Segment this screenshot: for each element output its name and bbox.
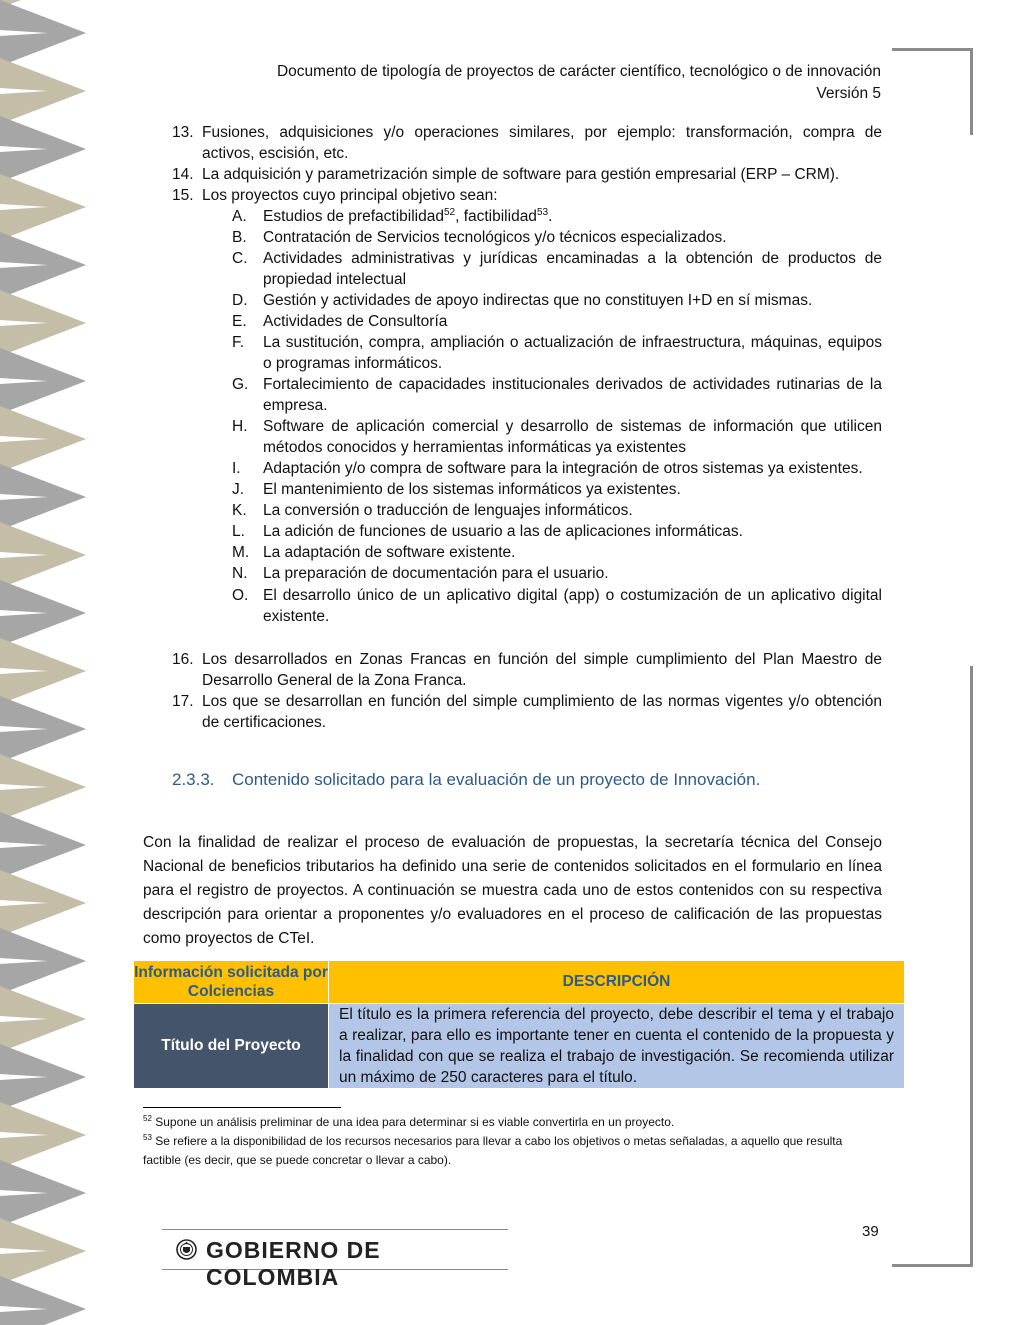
sub-letter: M. <box>232 544 250 561</box>
sub-item-text: , factibilidad <box>455 208 537 225</box>
sub-item-a <box>263 206 882 227</box>
document-header <box>277 61 881 105</box>
table-row-description: El título es la primera referencia del proyecto, debe describir el tema y el trabajo a realizar, para ello es importante tener en cuenta el contenido de la propuesta y la finalidad con que se realiza el trabajo de investigación. Se recomienda utilizar un máximo de 250 caracteres para el título. <box>329 1004 905 1089</box>
sub-item: Gestión y actividades de apoyo indirectas que no constituyen I+D en sí mismas. <box>263 292 813 309</box>
sub-item: El mantenimiento de los sistemas informáticos ya existentes. <box>263 481 681 498</box>
sub-letter: A. <box>232 208 247 225</box>
list-number: 13. <box>172 124 194 141</box>
sub-letter: G. <box>232 376 249 393</box>
sub-letter: L. <box>232 523 245 540</box>
footer-government-name: GOBIERNO DE COLOMBIA <box>206 1237 381 1290</box>
sub-item-text: . <box>548 208 553 225</box>
sub-item: Actividades administrativas y jurídicas encaminadas a la obtención de productos de propiedad intelectual <box>263 250 882 288</box>
sub-letter: D. <box>232 292 248 309</box>
list-number: 16. <box>172 651 194 668</box>
table-header-info: Información solicitada por Colciencias <box>134 961 329 1004</box>
page-number: 39 <box>862 1223 879 1240</box>
header-version: Versión 5 <box>816 85 881 102</box>
sub-letter: B. <box>232 229 247 246</box>
content-table <box>134 961 904 1088</box>
sub-item: La adición de funciones de usuario a las de aplicaciones informáticas. <box>263 523 743 540</box>
footnote-separator <box>143 1107 341 1108</box>
sub-letter: H. <box>232 418 248 435</box>
list-item: Los desarrollados en Zonas Francas en función del simple cumplimiento del Plan Maestro de Desarrollo General de la Zona Franca. <box>202 651 882 689</box>
sub-letter: O. <box>232 587 249 604</box>
header-title: Documento de tipología de proyectos de carácter científico, tecnológico o de innovación <box>276 63 881 80</box>
colombia-coat-of-arms-icon <box>176 1239 197 1260</box>
footnote-ref-52[interactable]: 52 <box>443 206 456 218</box>
sub-item: Fortalecimiento de capacidades institucionales derivados de actividades rutinarias de la empresa. <box>263 376 882 414</box>
page-frame-bottom-corner <box>892 666 973 1267</box>
sub-letter: E. <box>232 313 247 330</box>
sub-letter: F. <box>232 334 245 351</box>
list-number: 14. <box>172 166 194 183</box>
section-title: Contenido solicitado para la evaluación de un proyecto de Innovación. <box>232 770 761 789</box>
footnote-text: Se refiere a la disponibilidad de los recursos necesarios para llevar a cabo los objetivos o metas señaladas, a aquello que resulta factible (es decir, que se puede concretar o llevar a cabo). <box>143 1134 843 1167</box>
list-number: 15. <box>172 187 194 204</box>
footnote-53 <box>143 1132 863 1170</box>
sub-item: Contratación de Servicios tecnológicos y/o técnicos especializados. <box>263 229 727 246</box>
sub-letter: J. <box>232 481 245 498</box>
sub-letter: I. <box>232 460 241 477</box>
sub-item: La adaptación de software existente. <box>263 544 516 561</box>
table-row-label: Título del Proyecto <box>134 1004 329 1089</box>
list-item: Fusiones, adquisiciones y/o operaciones similares, por ejemplo: transformación, compra de activos, escisión, etc. <box>202 124 882 162</box>
sub-item: La preparación de documentación para el usuario. <box>263 565 609 582</box>
section-heading <box>172 770 760 790</box>
sub-item: La sustitución, compra, ampliación o actualización de infraestructura, máquinas, equipos o programas informáticos. <box>263 334 882 372</box>
sub-item: Software de aplicación comercial y desarrollo de sistemas de información que utilicen métodos conocidos y herramientas informáticas ya existentes <box>263 418 882 456</box>
list-item: Los que se desarrollan en función del simple cumplimiento de las normas vigentes y/o obtención de certificaciones. <box>202 693 882 731</box>
footnote-mark: 52 <box>143 1114 152 1123</box>
sub-item: Adaptación y/o compra de software para la integración de otros sistemas ya existentes. <box>263 460 863 477</box>
sub-letter: C. <box>232 250 248 267</box>
decorative-chevron-band <box>0 0 92 1325</box>
sub-letter: K. <box>232 502 247 519</box>
sub-item-text: Estudios de prefactibilidad <box>263 208 444 225</box>
sub-letter: N. <box>232 565 248 582</box>
page-frame-top-corner <box>892 48 973 135</box>
footnote-52 <box>143 1113 863 1132</box>
footnote-text: Supone un análisis preliminar de una idea para determinar si es viable convertirla en un proyecto. <box>151 1115 675 1129</box>
sub-item: Actividades de Consultoría <box>263 313 448 330</box>
footer-logo <box>162 1229 508 1290</box>
table-header-description: DESCRIPCIÓN <box>329 961 905 1004</box>
footnote-ref-53[interactable]: 53 <box>536 206 549 218</box>
list-item: Los proyectos cuyo principal objetivo sean: <box>202 187 498 204</box>
list-item: La adquisición y parametrización simple de software para gestión empresarial (ERP – CRM). <box>202 166 840 183</box>
sub-item: El desarrollo único de un aplicativo digital (app) o costumización de un aplicativo digital existente. <box>263 587 882 625</box>
body-paragraph: Con la finalidad de realizar el proceso de evaluación de propuestas, la secretaría técnica del Consejo Nacional de beneficios tributarios ha definido una serie de contenidos solicitados en el formulario en línea para el registro de proyectos. A continuación se muestra cada uno de estos contenidos con su respectiva descripción para orientar a proponentes y/o evaluadores en el proceso de calificación de las propuestas como proyectos de CTeI. <box>143 834 882 947</box>
list-number: 17. <box>172 693 194 710</box>
sub-item: La conversión o traducción de lenguajes informáticos. <box>263 502 633 519</box>
footnote-mark: 53 <box>143 1133 152 1142</box>
section-number: 2.3.3. <box>172 770 215 789</box>
